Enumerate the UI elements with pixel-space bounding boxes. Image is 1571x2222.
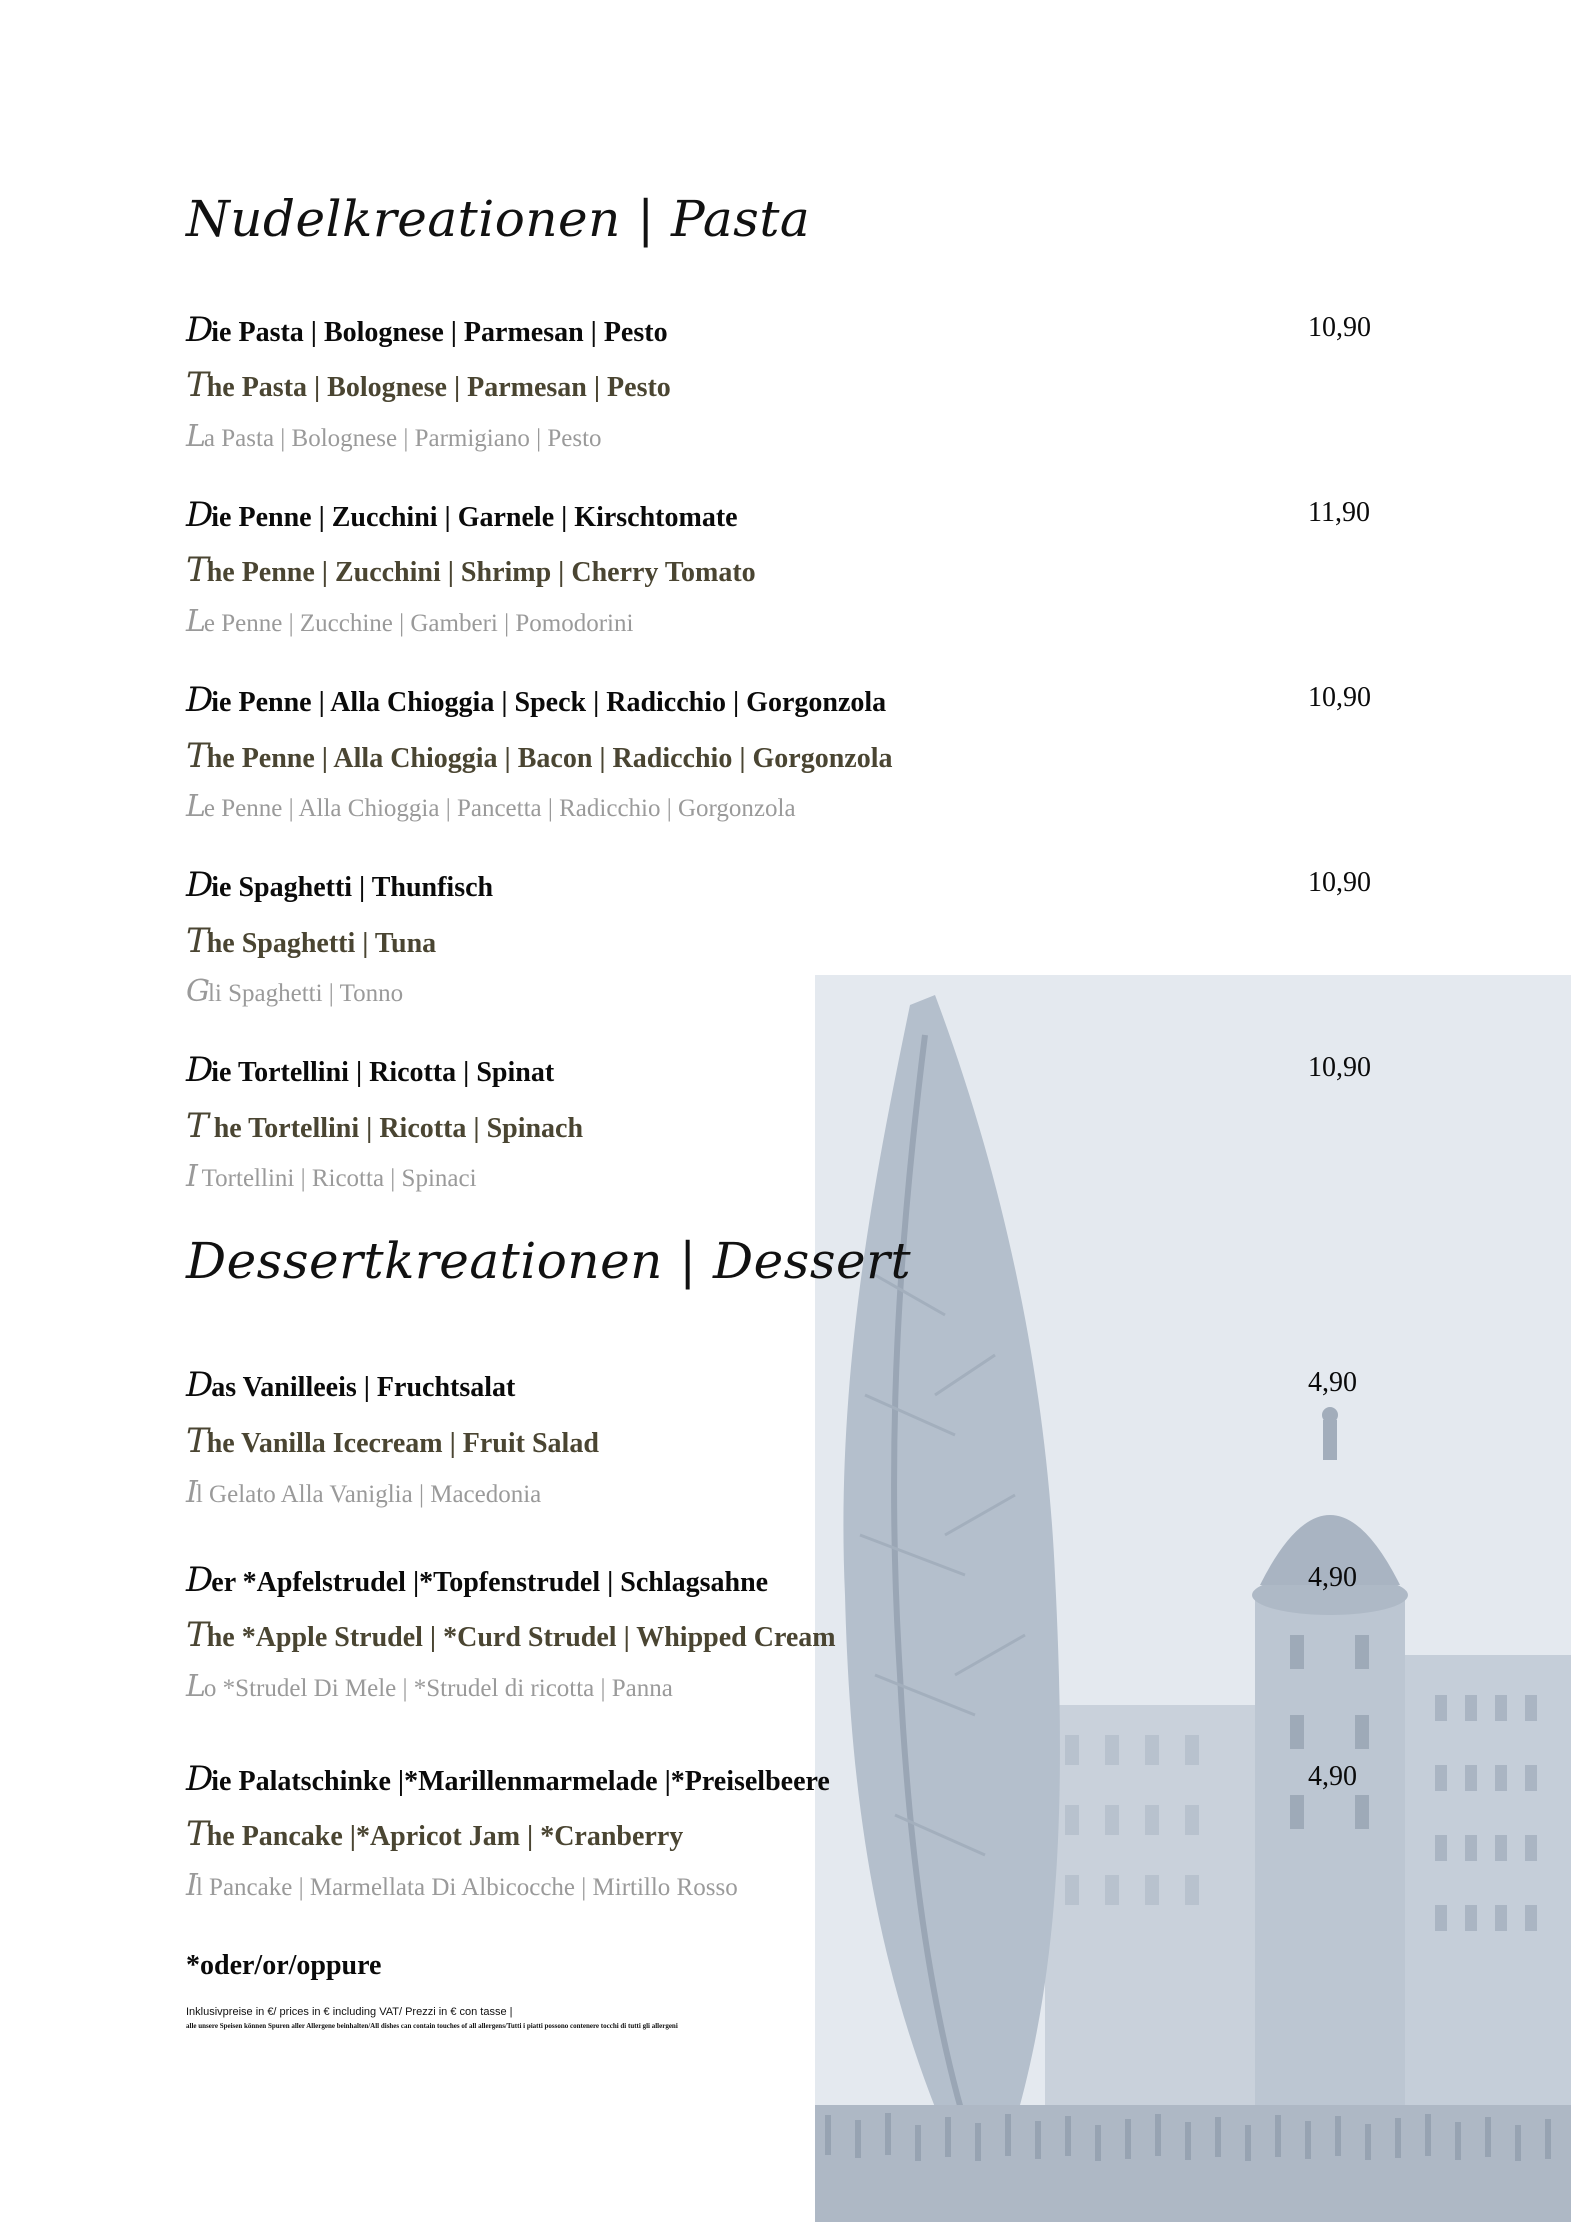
vat-note: Inklusivpreise in €/ prices in € including VAT/ Prezzi in € con tasse | bbox=[186, 2006, 513, 2018]
initial-letter: T bbox=[186, 736, 207, 776]
item-name-de: ie Spaghetti | Thunfisch bbox=[211, 872, 494, 903]
item-name-it: l Gelato Alla Vaniglia | Macedonia bbox=[195, 1481, 542, 1508]
menu-item-en bbox=[186, 1615, 836, 1655]
initial-letter: I bbox=[186, 1159, 196, 1194]
item-name-de: ie Pasta | Bolognese | Parmesan | Pesto bbox=[211, 317, 668, 348]
item-price: 10,90 bbox=[1308, 682, 1371, 713]
item-price: 4,90 bbox=[1308, 1367, 1357, 1398]
item-name-en: he Pancake |*Apricot Jam | *Cranberry bbox=[206, 1821, 684, 1852]
initial-letter: D bbox=[186, 310, 212, 350]
initial-letter: L bbox=[186, 419, 204, 454]
menu-item-de bbox=[186, 865, 493, 905]
menu-item-de bbox=[186, 1560, 768, 1600]
menu-item-en bbox=[186, 736, 892, 776]
menu-item-en bbox=[186, 1106, 583, 1146]
initial-letter: D bbox=[186, 865, 212, 905]
item-price: 10,90 bbox=[1308, 312, 1371, 343]
item-name-it: e Penne | Alla Chioggia | Pancetta | Radicchio | Gorgonzola bbox=[203, 795, 796, 822]
initial-letter: T bbox=[186, 921, 207, 961]
item-name-de: ie Penne | Alla Chioggia | Speck | Radicchio | Gorgonzola bbox=[211, 687, 887, 718]
item-name-it: a Pasta | Bolognese | Parmigiano | Pesto bbox=[203, 425, 602, 452]
initial-letter: D bbox=[186, 1365, 212, 1405]
menu-item-en bbox=[186, 1814, 683, 1854]
menu-item-it bbox=[186, 974, 403, 1009]
item-name-de: as Vanilleeis | Fruchtsalat bbox=[211, 1372, 516, 1403]
initial-letter: G bbox=[186, 974, 208, 1009]
menu-item-en bbox=[186, 1421, 599, 1461]
menu-item-en bbox=[186, 921, 436, 961]
item-price: 4,90 bbox=[1308, 1562, 1357, 1593]
initial-letter: I bbox=[186, 1475, 196, 1510]
menu-item-de bbox=[186, 1050, 554, 1090]
menu-item-it bbox=[186, 1159, 477, 1194]
item-price: 4,90 bbox=[1308, 1761, 1357, 1792]
menu-item-it bbox=[186, 419, 602, 454]
item-name-de: ie Palatschinke |*Marillenmarmelade |*Preiselbeere bbox=[211, 1766, 830, 1797]
menu-item-it bbox=[186, 1868, 738, 1903]
menu-item-de bbox=[186, 680, 886, 720]
initial-letter: L bbox=[186, 1669, 204, 1704]
item-name-en: he Penne | Zucchini | Shrimp | Cherry Tomato bbox=[206, 557, 756, 588]
item-name-en: he Spaghetti | Tuna bbox=[206, 928, 437, 959]
menu-item-de bbox=[186, 1365, 515, 1405]
initial-letter: L bbox=[186, 789, 204, 824]
item-name-de: er *Apfelstrudel |*Topfenstrudel | Schlagsahne bbox=[211, 1567, 769, 1598]
item-name-it: o *Strudel Di Mele | *Strudel di ricotta | Panna bbox=[203, 1675, 673, 1702]
menu-item-de bbox=[186, 1759, 830, 1799]
engraving-art bbox=[815, 975, 1571, 2222]
menu-item-it bbox=[186, 1669, 673, 1704]
menu-item-it bbox=[186, 1475, 541, 1510]
item-price: 10,90 bbox=[1308, 1052, 1371, 1083]
menu-item-en bbox=[186, 550, 756, 590]
background-engraving bbox=[815, 975, 1571, 2222]
item-name-it: e Penne | Zucchine | Gamberi | Pomodorini bbox=[203, 610, 634, 637]
item-name-de: ie Penne | Zucchini | Garnele | Kirschtomate bbox=[211, 502, 738, 533]
menu-item-it bbox=[186, 604, 633, 639]
initial-letter: D bbox=[186, 495, 212, 535]
menu-item-de bbox=[186, 495, 738, 535]
initial-letter: T bbox=[186, 365, 207, 405]
item-name-it: Tortellini | Ricotta | Spinaci bbox=[195, 1165, 477, 1192]
section-title-pasta: Nudelkreationen | Pasta bbox=[186, 190, 811, 248]
initial-letter: T bbox=[186, 1615, 207, 1655]
initial-letter: I bbox=[186, 1868, 196, 1903]
item-name-en: he Tortellini | Ricotta | Spinach bbox=[206, 1113, 584, 1144]
item-name-it: li Spaghetti | Tonno bbox=[207, 980, 404, 1007]
allergen-note: alle unsere Speisen können Spuren aller Allergene beinhalten/All dishes can contain touches of all allergens/Tutti i piatti possono contenere tocchi di tutti gli allergeni bbox=[186, 2022, 678, 2030]
initial-letter: D bbox=[186, 1759, 212, 1799]
item-name-de: ie Tortellini | Ricotta | Spinat bbox=[211, 1057, 555, 1088]
initial-letter: D bbox=[186, 1050, 212, 1090]
item-price: 10,90 bbox=[1308, 867, 1371, 898]
initial-letter: T bbox=[186, 1814, 207, 1854]
initial-letter: D bbox=[186, 680, 212, 720]
item-name-en: he *Apple Strudel | *Curd Strudel | Whipped Cream bbox=[206, 1622, 836, 1653]
initial-letter: T bbox=[186, 1106, 207, 1146]
item-name-en: he Pasta | Bolognese | Parmesan | Pesto bbox=[206, 372, 671, 403]
menu-item-it bbox=[186, 789, 796, 824]
item-name-it: l Pancake | Marmellata Di Albicocche | Mirtillo Rosso bbox=[195, 1874, 738, 1901]
item-name-en: he Vanilla Icecream | Fruit Salad bbox=[206, 1428, 599, 1459]
initial-letter: L bbox=[186, 604, 204, 639]
alternative-note: *oder/or/oppure bbox=[186, 1950, 382, 1981]
menu-item-en bbox=[186, 365, 671, 405]
section-title-dessert: Dessertkreationen | Dessert bbox=[186, 1232, 912, 1290]
menu-item-de bbox=[186, 310, 668, 350]
item-name-en: he Penne | Alla Chioggia | Bacon | Radicchio | Gorgonzola bbox=[206, 743, 893, 774]
item-price: 11,90 bbox=[1308, 497, 1370, 528]
initial-letter: T bbox=[186, 550, 207, 590]
initial-letter: D bbox=[186, 1560, 212, 1600]
initial-letter: T bbox=[186, 1421, 207, 1461]
